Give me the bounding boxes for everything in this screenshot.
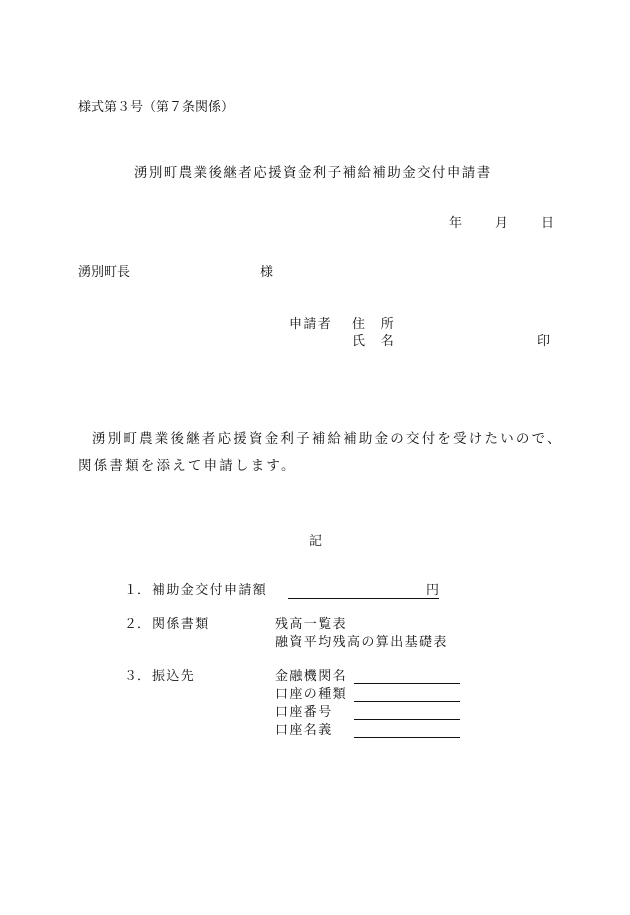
- item1-number: １．: [124, 583, 151, 598]
- name-label: 氏 名: [352, 334, 396, 349]
- form-number: 様式第３号（第７条関係）: [78, 100, 235, 115]
- form-title: 湧別町農業後継者応援資金利子補給補助金交付申請書: [134, 165, 492, 181]
- date-month: 月: [495, 216, 509, 231]
- account-holder-blank: [354, 723, 460, 738]
- amount-underline: [288, 584, 426, 599]
- date-year: 年: [449, 216, 463, 231]
- account-number-label: 口座番号: [275, 705, 333, 720]
- addressee-honorific: 様: [260, 265, 274, 280]
- yen-unit: 円: [426, 583, 440, 598]
- date-day: 日: [541, 216, 555, 231]
- bank-name-blank: [354, 669, 460, 684]
- body-line-2: 関係書類を添えて申請します。: [78, 458, 297, 474]
- account-holder-label: 口座名義: [275, 723, 333, 738]
- item2-number: ２．: [124, 617, 151, 632]
- addressee-name: 湧別町長: [78, 265, 131, 280]
- bank-name-label: 金融機関名: [275, 669, 348, 684]
- item3-label: 振込先: [152, 669, 196, 684]
- address-label: 住 所: [352, 317, 396, 332]
- item1-label: 補助金交付申請額: [152, 583, 268, 598]
- ki-heading: 記: [309, 534, 323, 549]
- body-line-1: 湧別町農業後継者応援資金利子補給補助金の交付を受けたいので、: [92, 431, 563, 447]
- item3-number: ３．: [124, 669, 151, 684]
- applicant-label: 申請者: [289, 317, 333, 332]
- doc-average-balance-basis: 融資平均残高の算出基礎表: [275, 635, 448, 650]
- seal-mark: 印: [537, 334, 551, 349]
- item1-amount-field: [288, 583, 439, 599]
- account-type-blank: [354, 687, 460, 702]
- doc-balance-list: 残高一覧表: [275, 617, 348, 632]
- item2-label: 関係書類: [152, 617, 210, 632]
- account-type-label: 口座の種類: [275, 687, 348, 702]
- account-number-blank: [354, 705, 460, 720]
